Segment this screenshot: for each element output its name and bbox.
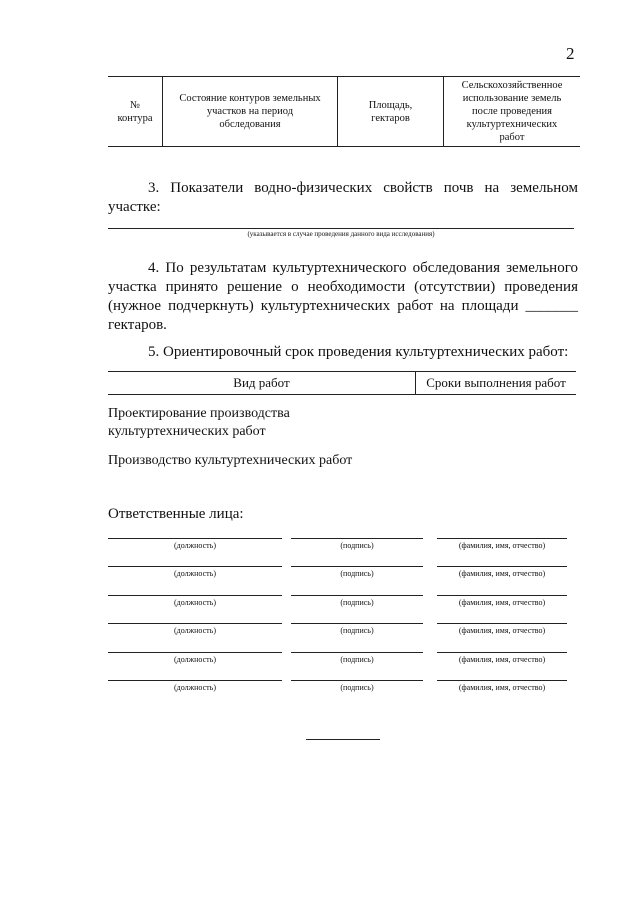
section-4-text: 4. По результатам культуртехнического обследования земельного участка принято решение о необходимости (отсутствии) проведения (нужное подчеркнуть) культуртехнических работ на площади _______ гектаров. — [108, 260, 578, 333]
section-3-text: 3. Показатели водно-физических свойств почв на земельном участке: — [108, 180, 578, 215]
section-3-fill-line — [108, 228, 574, 229]
col-contour-number — [108, 77, 162, 146]
signature-row-6-signature-label: (подпись) — [340, 683, 374, 692]
signature-row-3-full-name-line — [437, 595, 567, 596]
work-row-production: Производство культуртехнических работ — [108, 453, 353, 468]
signature-row-1-full-name-line — [437, 538, 567, 539]
col-area — [338, 77, 443, 146]
signature-row-6-full-name-label: (фамилия, имя, отчество) — [458, 683, 546, 692]
signature-row-5-full-name-line — [437, 652, 567, 653]
header-contour-state: Состояние контуров земельных участков на период обследования — [179, 93, 321, 130]
signature-row-2-signature-line — [291, 566, 423, 567]
end-line — [306, 739, 380, 740]
section-3-hint: (указывается в случае проведения данного вида исследования) — [247, 230, 435, 238]
header-land-use: Сельскохозяйственное использование земель после проведения культуртехнических работ — [461, 80, 563, 143]
signature-row-2-position-line — [108, 566, 282, 567]
signature-row-4-position-label: (должность) — [174, 626, 216, 636]
signature-row-6-full-name-line — [437, 680, 567, 681]
signature-row-6-position-line — [108, 680, 282, 681]
signature-row-3-full-name-label: (фамилия, имя, отчество) — [458, 597, 546, 607]
signature-row-1-signature-line — [291, 538, 423, 539]
signature-row-4-signature-line — [291, 623, 423, 624]
signature-row-1-position-label: (должность) — [174, 541, 216, 550]
signature-row-1-full-name-label: (фамилия, имя, отчество) — [458, 541, 546, 550]
header-work-type: Вид работ — [233, 375, 290, 390]
signature-row-5-signature-label: (подпись) — [340, 654, 374, 664]
signature-row-5-position-label: (должность) — [174, 654, 216, 664]
signature-row-4-full-name-label: (фамилия, имя, отчество) — [458, 626, 546, 636]
work-row-design: Проектирование производства культуртехнических работ — [108, 406, 290, 439]
signature-row-4-signature-label: (подпись) — [340, 626, 374, 636]
works-table — [108, 371, 576, 395]
contour-table — [108, 76, 580, 147]
signature-row-5-signature-line — [291, 652, 423, 653]
signature-row-2-full-name-label: (фамилия, имя, отчество) — [458, 569, 546, 579]
signature-row-1-position-line — [108, 538, 282, 539]
signature-row-2-full-name-line — [437, 566, 567, 567]
signature-row-3-position-line — [108, 595, 282, 596]
signature-row-1-signature-label: (подпись) — [340, 541, 374, 550]
header-contour-number: № контура — [117, 99, 153, 124]
signature-row-5-position-line — [108, 652, 282, 653]
col-contour-state — [163, 77, 337, 146]
signature-row-6-signature-line — [291, 680, 423, 681]
signature-row-2-signature-label: (подпись) — [340, 569, 374, 579]
signature-row-5-full-name-label: (фамилия, имя, отчество) — [458, 654, 546, 664]
header-work-dates: Сроки выполнения работ — [426, 375, 566, 390]
col-land-use — [444, 77, 580, 146]
signature-row-4-full-name-line — [437, 623, 567, 624]
signature-row-6-position-label: (должность) — [174, 683, 216, 692]
header-area: Площадь, гектаров — [368, 99, 413, 124]
signature-row-3-position-label: (должность) — [174, 597, 216, 607]
section-5-text: 5. Ориентировочный срок проведения культуртехнических работ: — [148, 344, 569, 360]
responsible-title: Ответственные лица: — [108, 506, 244, 522]
page-number: 2 — [566, 44, 575, 63]
signature-row-4-position-line — [108, 623, 282, 624]
signature-row-2-position-label: (должность) — [174, 569, 216, 579]
signature-row-3-signature-label: (подпись) — [340, 597, 374, 607]
signature-row-3-signature-line — [291, 595, 423, 596]
